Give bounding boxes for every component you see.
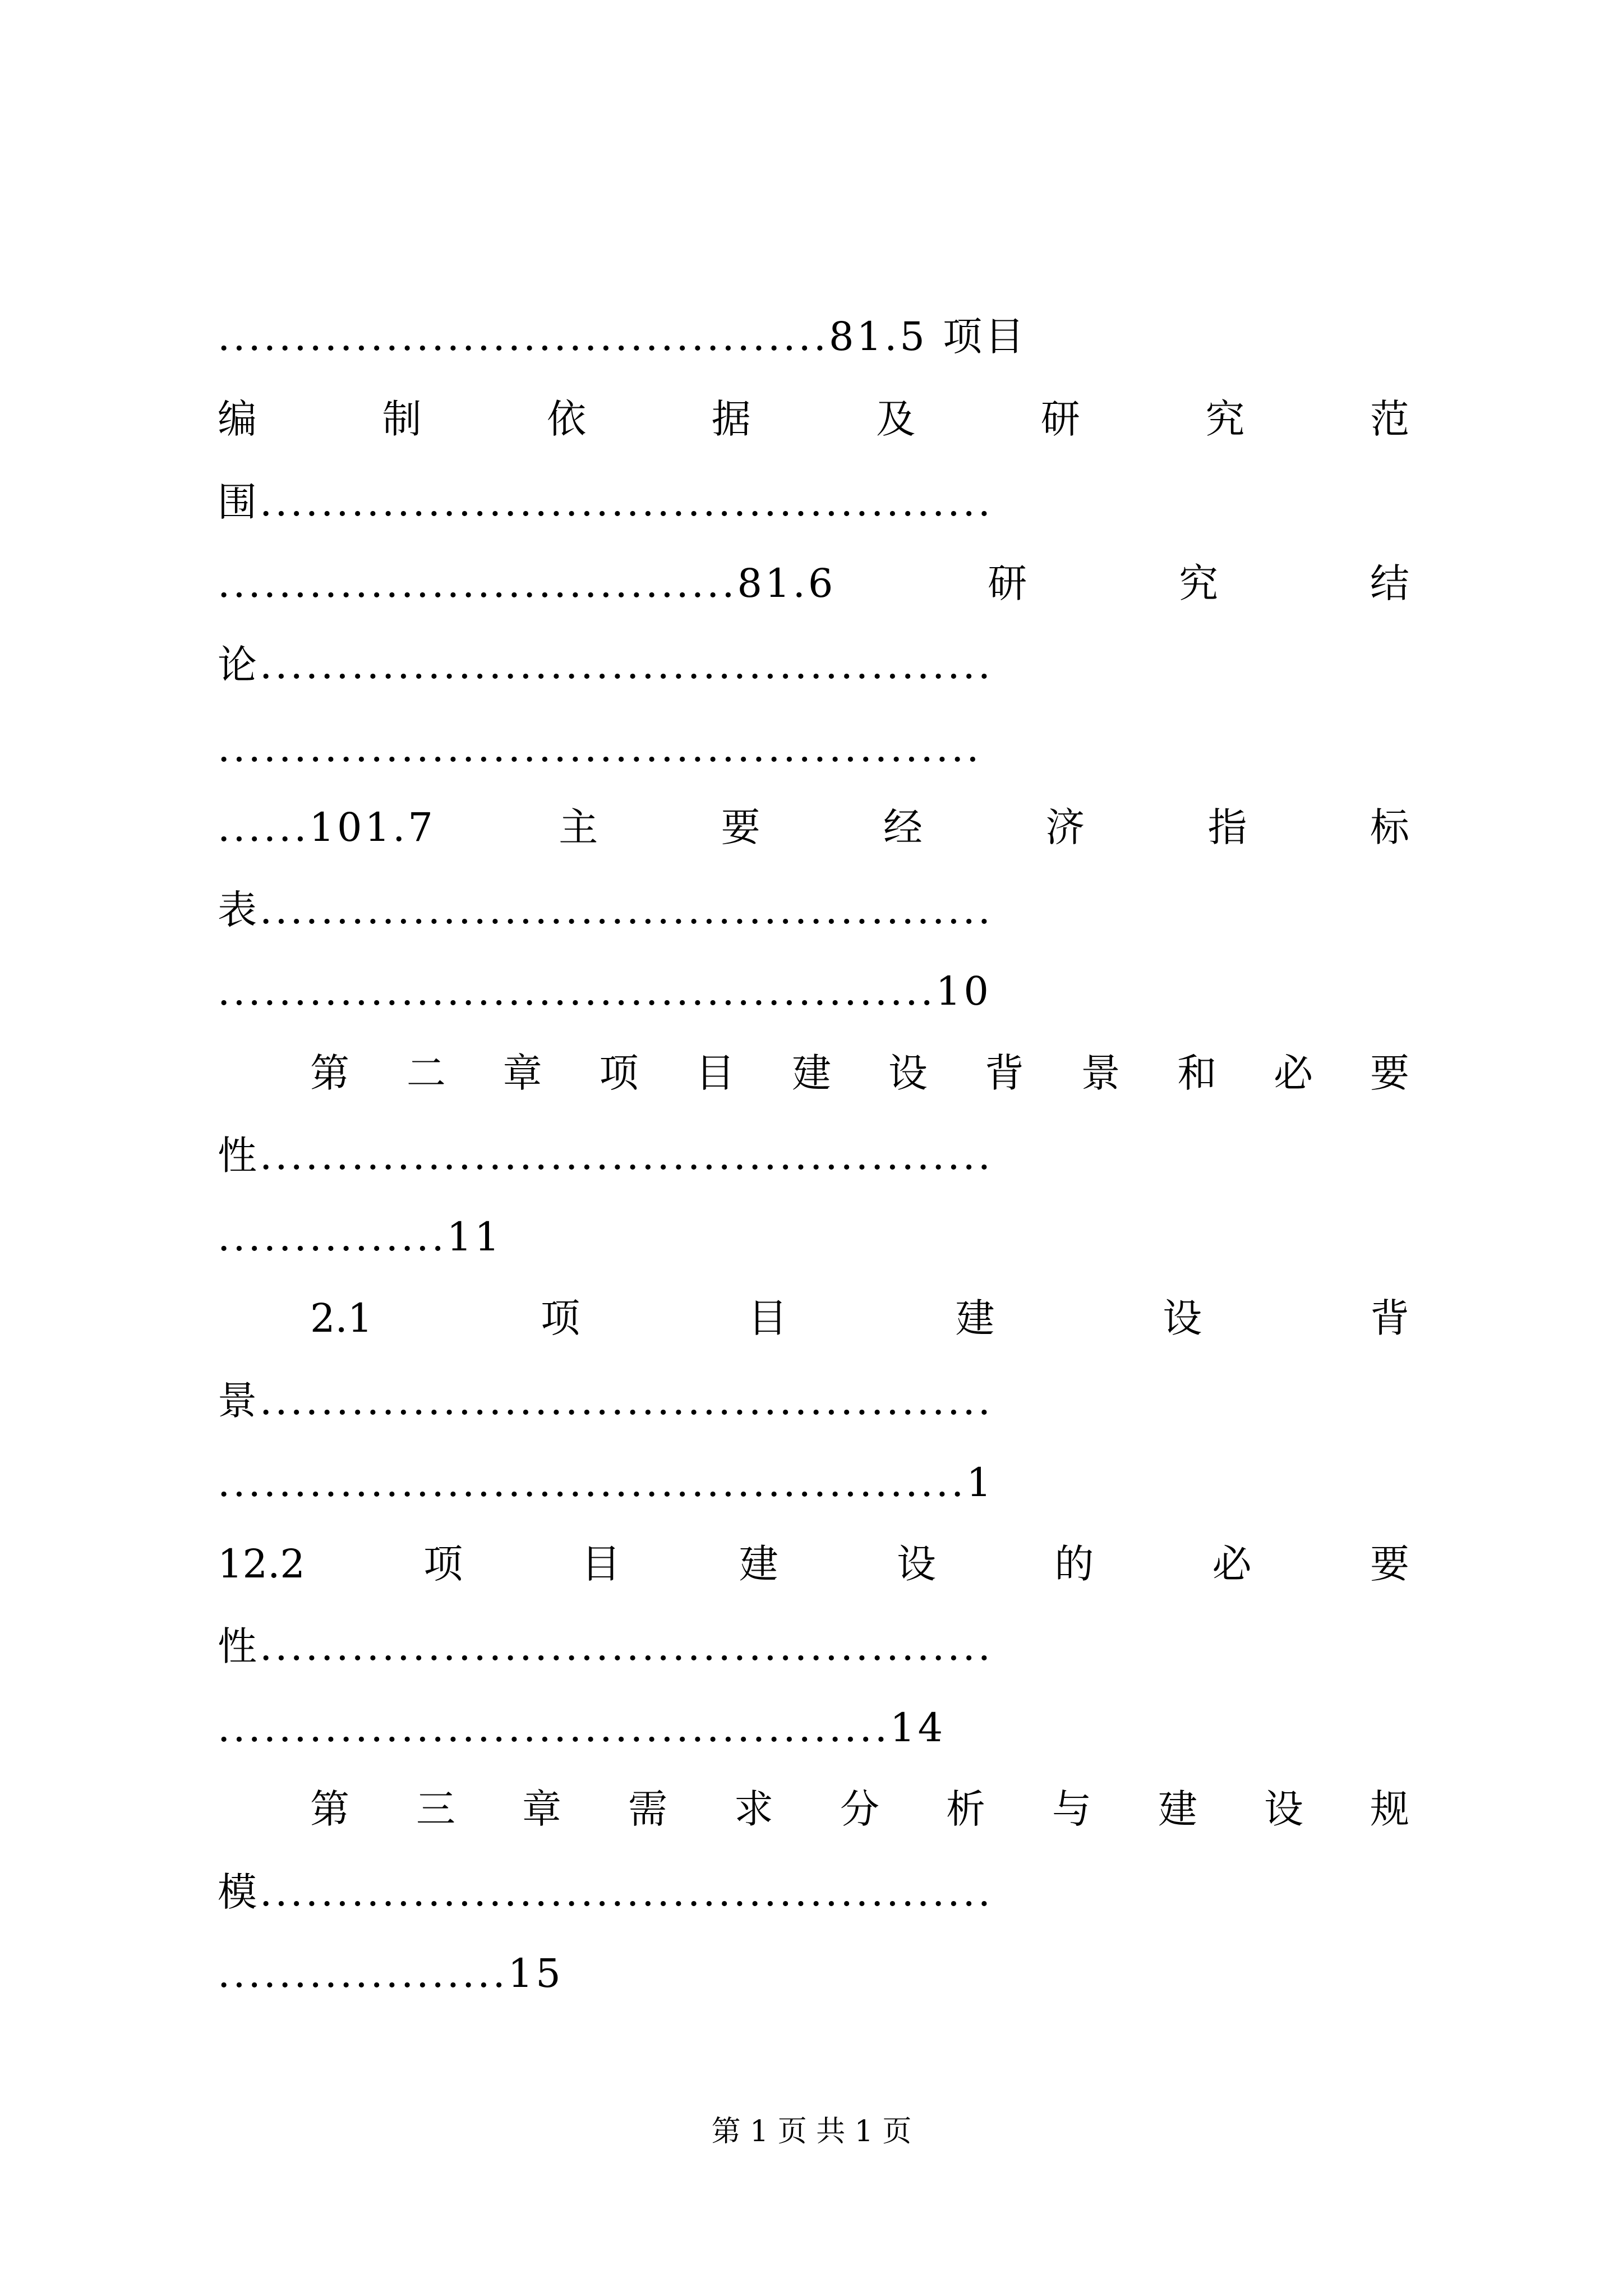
toc-char: 经 <box>883 804 923 850</box>
toc-line-14: 景................................................ <box>218 1378 994 1424</box>
toc-char: 研 <box>1040 396 1080 442</box>
toc-line-5: 论................................................ <box>218 642 994 688</box>
toc-line-1: ........................................81.5 项目 <box>218 314 1027 360</box>
toc-line-6: .................................................. <box>218 725 982 771</box>
toc-line-4 <box>218 553 1409 614</box>
toc-char: 必 <box>1274 1050 1313 1096</box>
toc-line-13 <box>218 1287 1409 1349</box>
toc-char: 项 <box>599 1050 639 1096</box>
toc-char: 范 <box>1370 396 1409 442</box>
toc-char: 设 <box>888 1050 928 1096</box>
toc-line-9: ...............................................10 <box>218 968 992 1014</box>
toc-section-number: 2.1 <box>310 1295 373 1341</box>
toc-section-number: 12.2 <box>218 1541 305 1587</box>
toc-char: 要 <box>721 804 760 850</box>
toc-char: 要 <box>1370 1541 1409 1587</box>
toc-char: 三 <box>416 1786 455 1832</box>
toc-char: 究 <box>1179 560 1219 606</box>
toc-char: 需 <box>628 1786 667 1832</box>
toc-line-10 <box>218 1042 1409 1104</box>
toc-char: 章 <box>522 1786 561 1832</box>
toc-char: 第 <box>310 1050 349 1096</box>
toc-char: 建 <box>1158 1786 1197 1832</box>
toc-char: 二 <box>406 1050 446 1096</box>
toc-char: 必 <box>1212 1541 1252 1587</box>
toc-char: 第 <box>310 1786 349 1832</box>
toc-line-19 <box>218 1778 1409 1840</box>
toc-char: 建 <box>792 1050 832 1096</box>
toc-char: 研 <box>988 560 1027 606</box>
toc-line-20: 模................................................ <box>218 1869 994 1915</box>
toc-char: 济 <box>1045 804 1085 850</box>
toc-line-8: 表................................................ <box>218 887 994 933</box>
toc-char: 景 <box>1081 1050 1121 1096</box>
toc-leader: ......101.7 <box>218 804 436 850</box>
toc-char: 及 <box>876 396 916 442</box>
toc-char: 与 <box>1052 1786 1091 1832</box>
toc-char: 设 <box>897 1541 937 1587</box>
toc-line-18: ............................................14 <box>218 1705 946 1751</box>
toc-char: 设 <box>1264 1786 1303 1832</box>
toc-char: 建 <box>955 1295 995 1341</box>
toc-line-11: 性................................................ <box>218 1133 994 1179</box>
toc-char: 目 <box>581 1541 621 1587</box>
toc-char: 标 <box>1370 804 1409 850</box>
toc-line-3: 围................................................ <box>218 479 994 525</box>
toc-char: 目 <box>695 1050 735 1096</box>
toc-line-17: 性................................................ <box>218 1623 994 1669</box>
toc-line-12: ...............11 <box>218 1214 502 1260</box>
toc-leader: ..................................81.6 <box>218 560 836 606</box>
toc-char: 依 <box>547 396 587 442</box>
toc-char: 规 <box>1370 1786 1409 1832</box>
toc-char: 究 <box>1205 396 1245 442</box>
toc-char: 项 <box>423 1541 463 1587</box>
toc-char: 编 <box>218 396 257 442</box>
toc-char: 背 <box>1370 1295 1409 1341</box>
toc-char: 分 <box>840 1786 879 1832</box>
toc-line-21: ...................15 <box>218 1950 564 1996</box>
toc-char: 要 <box>1370 1050 1409 1096</box>
toc-line-2 <box>218 388 1409 450</box>
toc-char: 据 <box>711 396 751 442</box>
toc-char: 项 <box>541 1295 580 1341</box>
toc-char: 和 <box>1177 1050 1217 1096</box>
toc-char: 的 <box>1054 1541 1094 1587</box>
toc-char: 制 <box>382 396 422 442</box>
toc-char: 目 <box>748 1295 787 1341</box>
toc-char: 章 <box>502 1050 542 1096</box>
toc-line-7 <box>218 797 1409 858</box>
toc-char: 主 <box>559 804 598 850</box>
toc-char: 设 <box>1163 1295 1202 1341</box>
toc-line-15: .................................................1 <box>218 1460 994 1506</box>
toc-char: 析 <box>946 1786 985 1832</box>
toc-char: 背 <box>984 1050 1024 1096</box>
toc-char: 指 <box>1207 804 1247 850</box>
toc-char: 结 <box>1370 560 1409 606</box>
page-footer: 第 1 页 共 1 页 <box>711 2115 912 2148</box>
toc-char: 求 <box>734 1786 773 1832</box>
toc-char: 建 <box>739 1541 778 1587</box>
toc-line-16 <box>218 1533 1409 1595</box>
